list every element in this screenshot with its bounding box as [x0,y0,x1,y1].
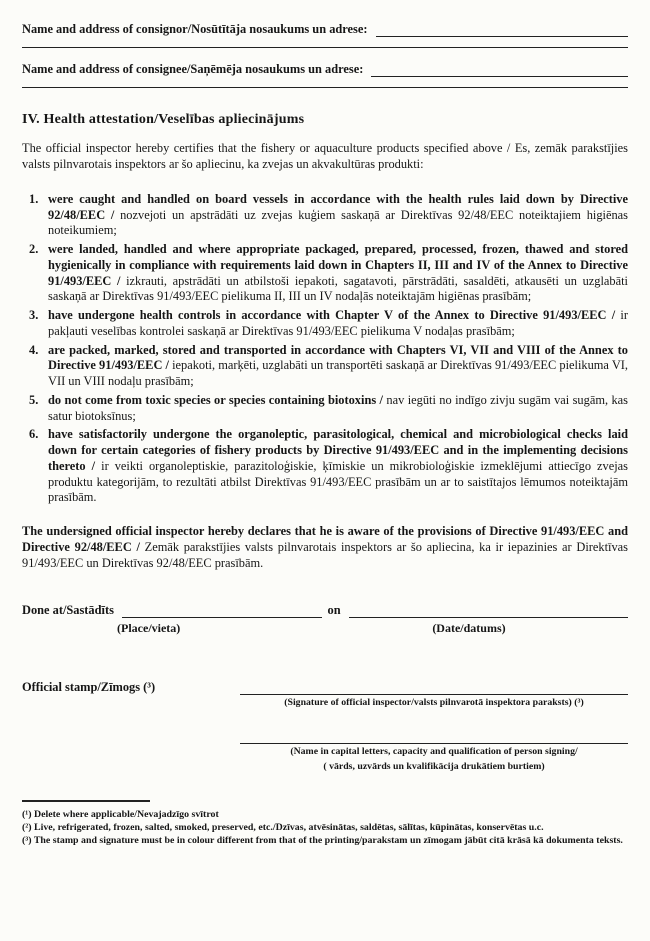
name-caption-lv: ( vārds, uzvārds un kvalifikācija drukātiem burtiem) [323,760,545,772]
declaration-lv: Zemāk parakstījies valsts pilnvarotais inspektors ar šo apliecina, ka ir iepazinies ar Direktīvas 91/493/EEC un Direktīvas 92/48/EEC prasībām. [22,540,628,571]
list-item [22,427,628,506]
consignee-row [22,62,628,77]
item-text-lv: nav iegūti no indīgo zivju sugām vai sugām, kas satur biotoksīnus; [48,392,628,423]
footnotes-section [22,800,628,847]
item-number: 6. [29,427,39,442]
place-fill-line[interactable] [122,604,322,618]
signature-caption: (Signature of official inspector/valsts pilnvarotā inspektora paraksts) (³) [284,697,584,709]
item-text [48,192,628,239]
item-text-lv: ir pakļauti veselības kontrolei saskaņā ar Direktīvas 91/493/EEC pielikuma V nodaļas prasībām; [48,308,628,338]
done-at-label: Done at/Sastādīts [22,603,114,618]
signature-line[interactable] [240,694,628,695]
item-text-lv: nozvejoti un apstrādāti uz zvejas kuģiem saskaņā ar Direktīvas 92/48/EEC noteiktajiem higiēnas noteikumiem; [48,207,628,238]
item-text [48,427,628,506]
item-number: 3. [29,308,39,322]
footnote-3: (³) The stamp and signature must be in colour different from that of the printing/parakstam un zīmogam jābūt citā krāsā kā dokumenta teksts. [22,834,623,846]
section-title: IV. Health attestation/Veselības apliecinājums [22,112,305,127]
place-caption: (Place/vieta) [117,621,181,636]
list-item [22,393,628,425]
item-text-en: do not come from toxic species or species containing biotoxins / [48,392,383,407]
footnote-rule [22,800,150,802]
attestation-intro: The official inspector hereby certifies that the fishery or aquaculture products specified above / Es, zemāk parakstījies valsts pilnvarotais inspektors ar šo apliecinu, ka zvejas un akvakultūras produkti: [22,141,628,171]
item-text-en: were caught and handled on board vessels in accordance with the health rules laid down by Directive 92/48/EEC / [48,191,628,222]
item-text-en: were landed, handled and where appropriate packaged, prepared, processed, frozen, thawed and stored hygienically in compliance with requirements laid down in Chapters II, III and IV of the Annex to Directive 91/493/EEC / [48,242,628,288]
name-caption-en: (Name in capital letters, capacity and qualification of person signing/ [290,746,578,758]
done-at-row [22,603,628,618]
item-text [48,393,628,425]
horizontal-rule [22,47,628,48]
date-fill-line[interactable] [349,604,628,618]
consignee-label: Name and address of consignee/Saņēmēja nosaukums un adrese: [22,62,364,76]
item-text-lv: iepakoti, marķēti, uzglabāti un transportēti saskaņā ar Direktīvas 91/493/EEC pielikuma VI, VII un VIII nodaļu prasībām; [48,358,628,388]
item-text-en: are packed, marked, stored and transported in accordance with Chapters VI, VII and VIII of the Annex to Directive 91/493/EEC / [48,342,628,373]
item-text-lv: ir veikti organoleptiskie, parazitoloģiskie, ķīmiskie un mikrobioloģiskie izmeklējumi attiecīgo zvejas produktu kategorijām, to rezultāti atbilst Direktīvas 91/493/EEC prasībām un ar to saistītajos lēmumos noteiktajām prasībām. [48,458,628,505]
footnote-1: (¹) Delete where applicable/Nevajadzīgo svītrot [22,808,219,820]
declaration-en: The undersigned official inspector hereby declares that he is aware of the provisions of Directive 91/493/EEC and Directive 92/48/EEC / [22,524,628,555]
list-item [22,242,628,305]
date-caption: (Date/datums) [432,621,506,636]
consignor-label: Name and address of consignor/Nosūtītāja nosaukums un adrese: [22,22,368,36]
consignee-fill-line[interactable] [371,63,628,77]
list-item [22,308,628,340]
item-text [48,343,628,390]
item-number: 4. [29,342,39,357]
official-stamp-label: Official stamp/Zīmogs (³) [22,680,156,695]
on-label: on [327,603,341,618]
item-text-lv: izkrauti, apstrādāti un atbilstoši iepakoti, sagatavoti, pārstrādāti, sasaldēti, atkausēti un uzglabāti saskaņā ar Direktīvas 91/493/EEC pielikuma II, III un IV nodaļās noteiktajām higiēnas prasībām; [48,273,628,304]
signature-column [240,680,628,773]
consignor-row [22,22,628,37]
item-number: 1. [29,191,39,206]
item-text-en: have satisfactorily undergone the organoleptic, parasitological, chemical and microbiological checks laid down for certain categories of fishery products by Directive 91/493/EEC and in the implementing decisions thereto / [48,427,628,473]
consignor-fill-line[interactable] [376,23,629,37]
name-line[interactable] [240,743,628,744]
inspector-declaration [22,523,628,571]
item-text-en: have undergone health controls in accordance with Chapter V of the Annex to Directive 91/493/EEC / [48,308,616,322]
list-item [22,192,628,239]
item-text [48,242,628,305]
done-captions-row [22,621,628,636]
horizontal-rule [22,87,628,88]
stamp-signature-row [22,680,628,773]
item-number: 2. [29,242,39,256]
list-item [22,343,628,390]
item-number: 5. [29,392,39,407]
attestation-list [22,192,628,506]
item-text [48,308,628,340]
footnote-2: (²) Live, refrigerated, frozen, salted, smoked, preserved, etc./Dzīvas, atvēsinātas, saldētas, sālītas, kūpinātas, konservētas u.c. [22,821,544,833]
